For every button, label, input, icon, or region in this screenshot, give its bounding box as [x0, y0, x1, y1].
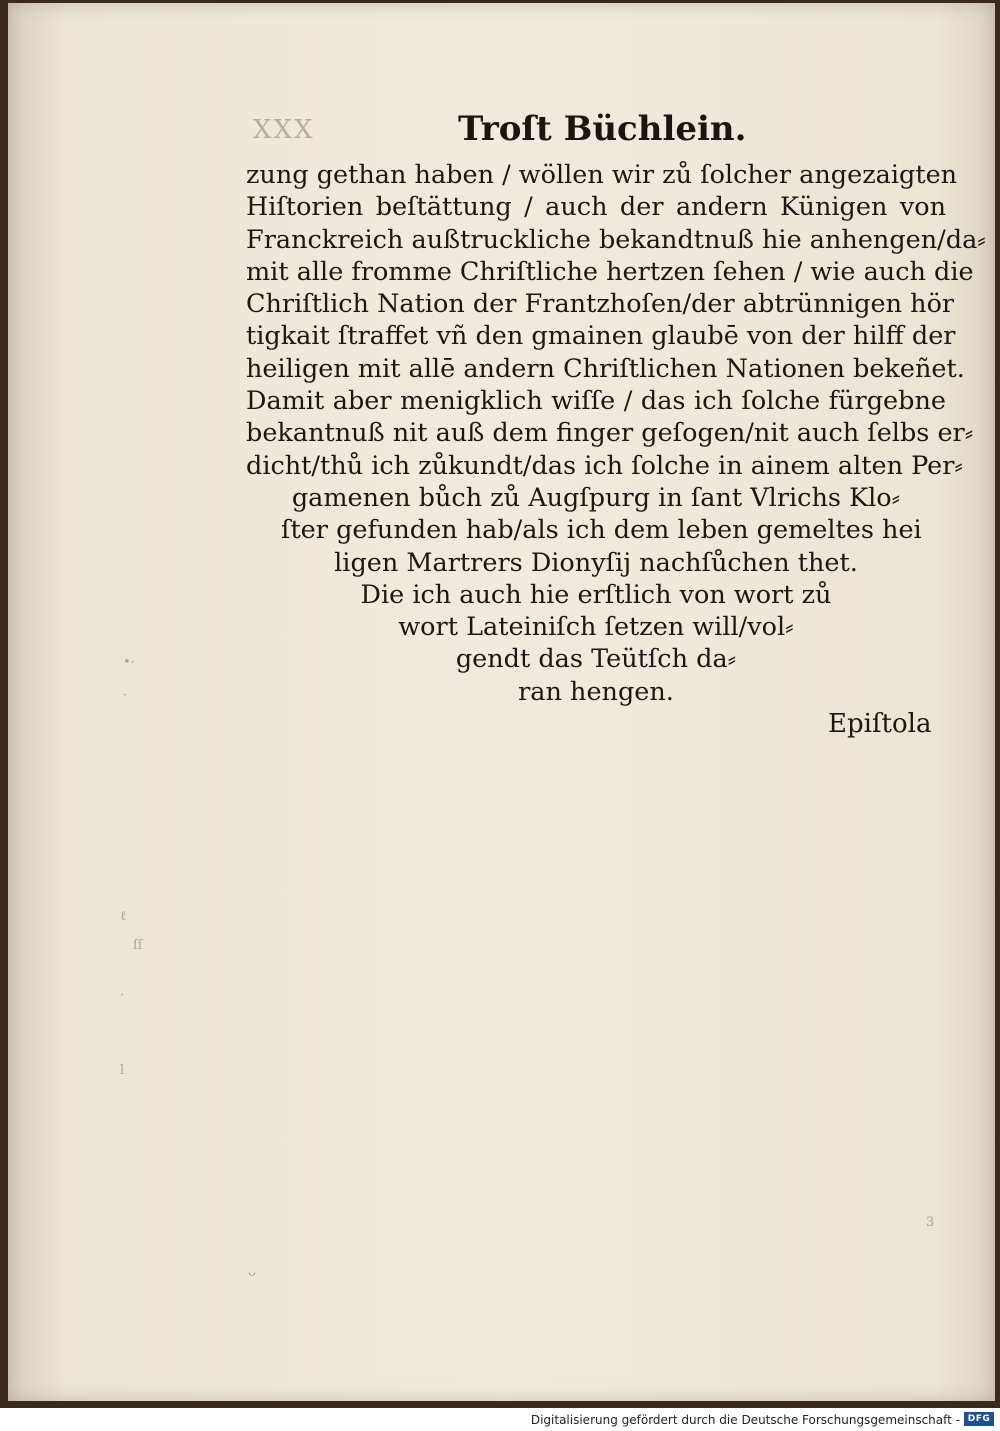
- text-line: ligen Martrers Dionyſij nachſůchen thet.: [334, 547, 858, 578]
- bleed-through-mark: ·: [120, 988, 125, 1003]
- text-line: zung gethan haben / wöllen wir zů ſolcher angezaigten: [246, 160, 958, 190]
- text-line: bekantnuß nit auß dem finger geſogen/nit auch ſelbs er⸗: [246, 418, 974, 449]
- running-head-title: Troſt Büchlein.: [458, 109, 747, 149]
- text-line: wort Lateiniſch ſetzen will/vol⸗: [398, 612, 794, 643]
- footer-bar: [0, 1408, 1000, 1431]
- text-line: tigkait ſtraffet vñ den gmainen glaubē von der hilff der: [246, 321, 956, 352]
- text-line: gendt das Teütſch da⸗: [455, 644, 737, 675]
- bleed-through-mark: l: [120, 1063, 125, 1078]
- body-text: [246, 159, 986, 708]
- bleed-through-mark: ·: [123, 688, 128, 703]
- text-line: Franckreich außtruckliche bekandtnuß hie anhengen/da⸗: [246, 224, 986, 255]
- catchword: Epiſtola: [828, 709, 932, 739]
- running-head: [8, 103, 995, 153]
- dfg-logo-icon: DFG: [964, 1412, 994, 1426]
- text-line: Chriſtlich Nation der Frantzhoſen/der abtrünnigen hör: [246, 289, 955, 320]
- text-line: mit alle fromme Chriſtliche hertzen ſehen / wie auch die: [246, 256, 974, 287]
- text-line: heiligen mit allē andern Chriſtlichen Nationen bekeñet.: [246, 353, 965, 384]
- book-page: [8, 3, 995, 1401]
- text-line: gamenen bůch zů Augſpurg in ſant Vlrichs Klo⸗: [291, 482, 901, 513]
- text-line: Die ich auch hie erſtlich von wort zů: [360, 579, 832, 610]
- bleed-through-mark: ſſ: [133, 938, 143, 953]
- bleed-through-mark: 3: [926, 1215, 935, 1230]
- bleed-through-mark: ℓ: [120, 909, 127, 924]
- text-line: Hiſtorien beſtättung / auch der andern Künigen von: [246, 192, 946, 223]
- text-line: ran hengen.: [518, 676, 674, 707]
- text-line: dicht/thů ich zůkundt/das ich ſolche in ainem alten Per⸗: [246, 450, 963, 481]
- text-line: Damit aber menigklich wiſſe / das ich ſolche fürgebne: [246, 386, 946, 417]
- bleed-through-mark: ᴗ: [248, 1265, 256, 1280]
- text-line: ſter gefunden hab/als ich dem leben gemeltes hei: [281, 515, 922, 546]
- folio-number: XXX: [253, 115, 315, 145]
- funding-credit: Digitalisierung gefördert durch die Deutsche Forschungsgemeinschaft -: [530, 1413, 960, 1427]
- bleed-through-mark: •·: [123, 655, 135, 670]
